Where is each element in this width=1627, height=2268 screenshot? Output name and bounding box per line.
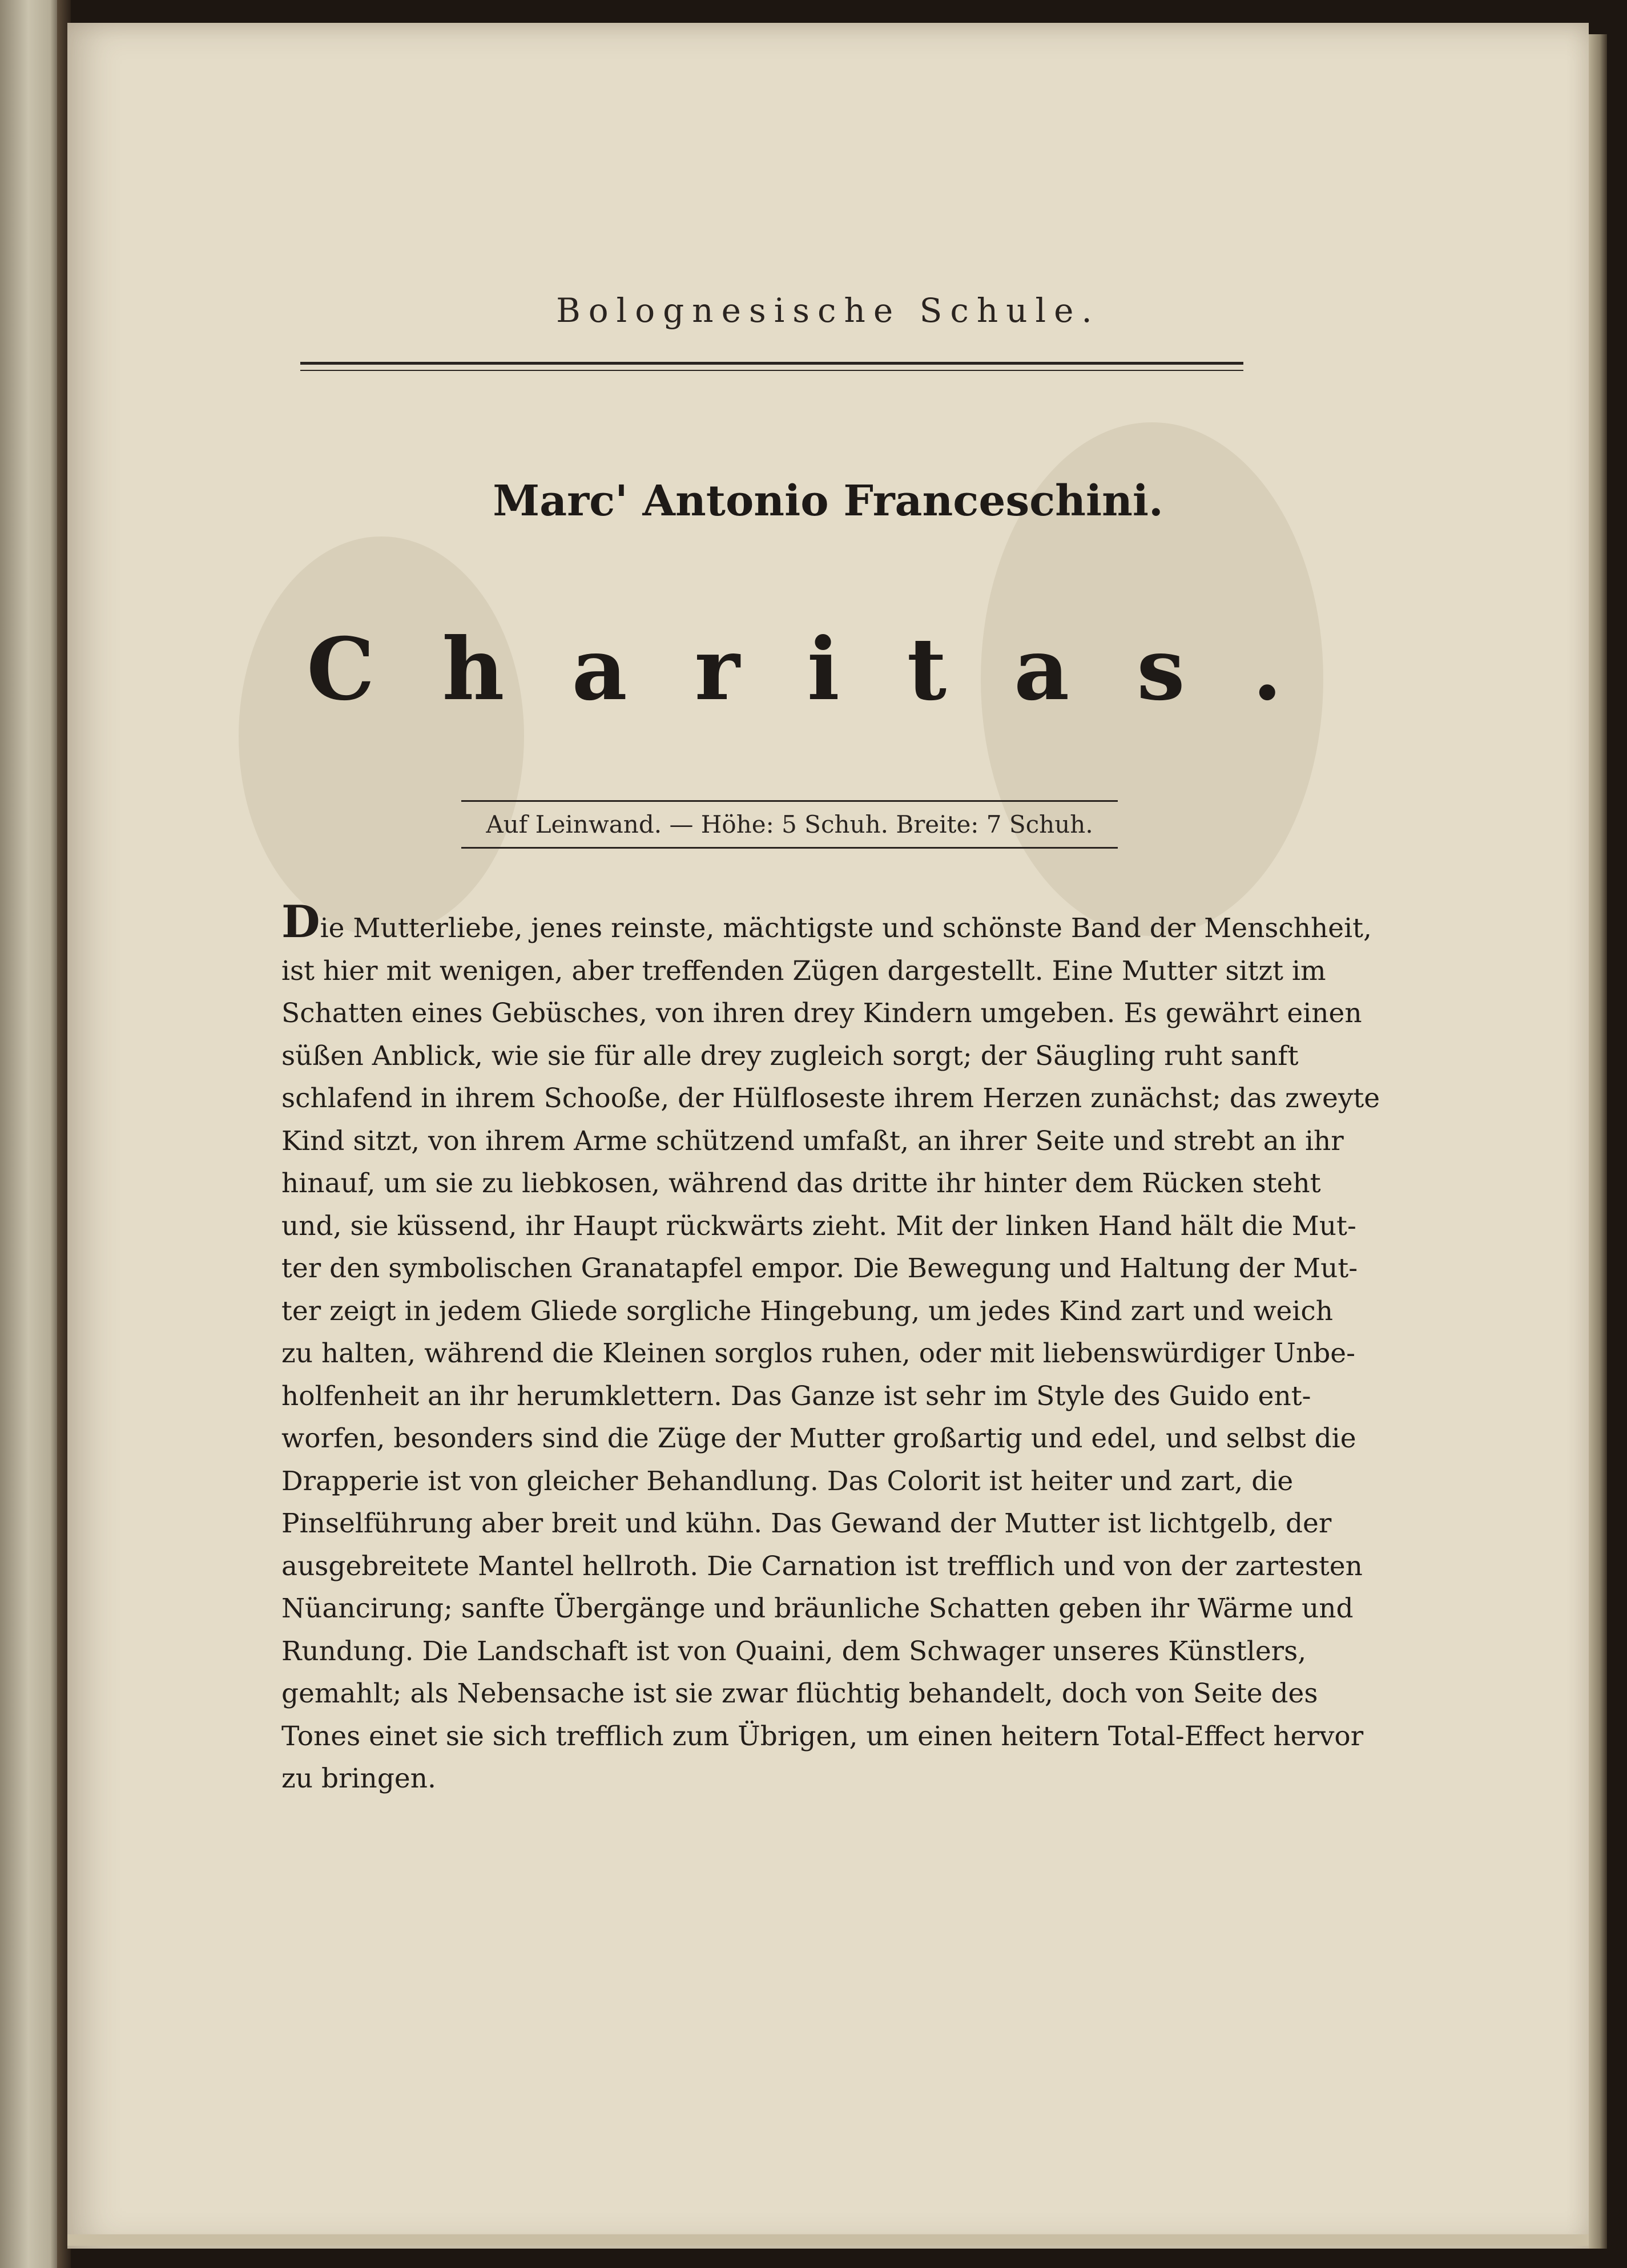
body-line: gemahlt; als Nebensache ist sie zwar flüchtig behandelt, doch von Seite des [281, 1678, 1318, 1709]
page-bottom-edge [67, 2234, 1589, 2246]
body-line: Tones einet sie sich trefflich zum Übrigen, um einen heitern Total-Effect hervor [281, 1720, 1364, 1752]
dimensions-rule-bottom [461, 847, 1118, 849]
artwork-dimensions: Auf Leinwand. — Höhe: 5 Schuh. Breite: 7 Schuh. [486, 810, 1093, 838]
dimensions-rule-top [461, 800, 1118, 802]
body-line-text: ie Mutterliebe, jenes reinste, mächtigste und schönste Band der Menschheit, [320, 913, 1372, 944]
body-line: Rundung. Die Landschaft ist von Quaini, dem Schwager unseres Künstlers, [281, 1635, 1307, 1667]
body-line: süßen Anblick, wie sie für alle drey zugleich sorgt; der Säugling ruht sanft [281, 1040, 1299, 1072]
facing-page-edge [0, 0, 63, 2268]
body-line [281, 896, 1372, 950]
body-line: Schatten eines Gebüsches, von ihren drey Kindern umgeben. Es gewährt einen [281, 998, 1362, 1029]
header-rule [300, 362, 1243, 365]
body-line: ter den symbolischen Granatapfel empor. Die Bewegung und Haltung der Mut- [281, 1253, 1358, 1284]
description-body [281, 896, 1380, 1801]
body-line: holfenheit an ihr herumklettern. Das Ganze ist sehr im Style des Guido ent- [281, 1380, 1311, 1412]
body-line: Drapperie ist von gleicher Behandlung. Das Colorit ist heiter und zart, die [281, 1465, 1294, 1497]
artwork-title: Charitas. [307, 619, 1350, 720]
body-line: zu halten, während die Kleinen sorglos ruhen, oder mit liebenswürdiger Unbe- [281, 1338, 1355, 1369]
body-line: zu bringen. [281, 1763, 436, 1794]
body-line: Nüancirung; sanfte Übergänge und bräunliche Schatten geben ihr Wärme und [281, 1593, 1354, 1624]
body-line: hinauf, um sie zu liebkosen, während das dritte ihr hinter dem Rücken steht [281, 1168, 1321, 1199]
body-line: schlafend in ihrem Schooße, der Hülfloseste ihrem Herzen zunächst; das zweyte [281, 1083, 1380, 1114]
header-rule-thin [300, 370, 1243, 371]
drop-cap: D [281, 896, 320, 948]
book-page [67, 23, 1589, 2249]
body-line: Kind sitzt, von ihrem Arme schützend umfaßt, an ihrer Seite und strebt an ihr [281, 1125, 1344, 1157]
body-line: ter zeigt in jedem Gliede sorgliche Hingebung, um jedes Kind zart und weich [281, 1295, 1333, 1327]
body-line: ausgebreitete Mantel hellroth. Die Carnation ist trefflich und von der zartesten [281, 1550, 1363, 1582]
body-line: ist hier mit wenigen, aber treffenden Zügen dargestellt. Eine Mutter sitzt im [281, 955, 1326, 987]
body-line: worfen, besonders sind die Züge der Mutter großartig und edel, und selbst die [281, 1423, 1356, 1454]
page-stack-edge [1589, 34, 1607, 2249]
body-line: und, sie küssend, ihr Haupt rückwärts zieht. Mit der linken Hand hält die Mut- [281, 1210, 1356, 1242]
paper-stain [239, 536, 524, 936]
running-head: Bolognesische Schule. [556, 291, 1100, 330]
body-line: Pinselführung aber breit und kühn. Das Gewand der Mutter ist lichtgelb, der [281, 1508, 1332, 1539]
artist-name: Marc' Antonio Franceschini. [493, 477, 1163, 526]
